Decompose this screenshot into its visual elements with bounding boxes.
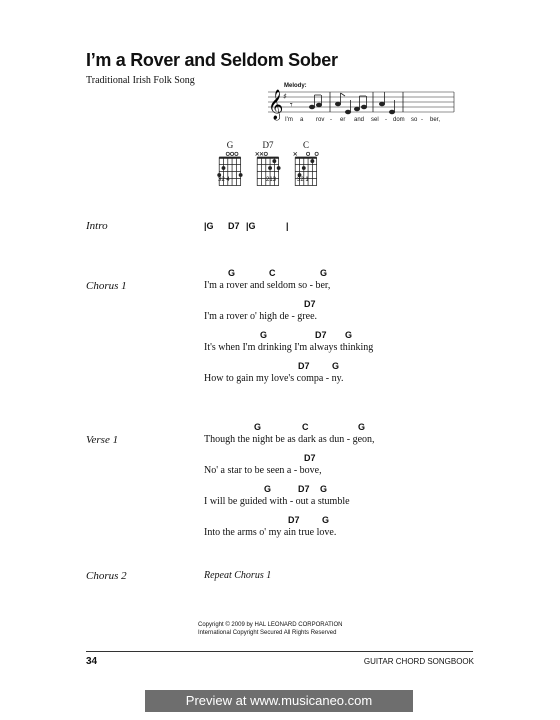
song-title: I’m a Rover and Seldom Sober — [86, 50, 338, 70]
lyric-line: How to gain my love's compa - ny. — [204, 373, 344, 384]
sheet-music-page: I’m a Rover and Seldom Sober Traditional Irish Folk Song Melody: 𝄞 ♯ 𝄾 I'm a rov - er and sel - dom so - ber, G 32 4 D7 213 C 32 1 Intro |G D7 |G | Chorus 1 G C G I'm a rover and seldom so - ber, D7 I'm a rover o' high de - gree. G D7 G It's when I'm drinking I'm always thinking D7 G How to gain my love's compa - ny. Verse 1 G C G Though the night be as dark as dun - geon, D7 No' a star to be seen a - bove, G D7 G I will be guided with - out a stumble D7 G Into the arms o' my ain true love. Chorus 2 Repeat Chorus 1 Copyright © 2009 by HAL LEONARD CORPORATION International Copyright Secured All Rights Reserved 34 GUITAR CHORD SONGBOOK Preview at www.musicaneo.com — [0, 0, 560, 720]
melody-syllable: ber, — [430, 117, 441, 123]
melody-syllable: - — [330, 117, 332, 123]
melody-syllable: and — [354, 117, 365, 123]
d7-chord-diagram-icon — [254, 148, 284, 193]
c-chord-diagram-icon — [292, 148, 322, 193]
melody-syllable: - — [421, 117, 423, 123]
chord-fingering: 32 1 — [297, 177, 309, 183]
chord-fingering: 32 4 — [218, 177, 230, 183]
chord: G — [322, 515, 330, 525]
lyric-line: It's when I'm drinking I'm always thinking — [204, 342, 374, 353]
chord-diagram-name: G — [226, 140, 234, 150]
lyric-line: Though the night be as dark as dun - geon, — [204, 434, 375, 445]
page-number: 34 — [86, 656, 98, 667]
melody-syllable: sel — [371, 117, 379, 123]
treble-clef-icon: 𝄞 — [268, 90, 284, 120]
lyric-line: I will be guided with - out a stumble — [204, 496, 350, 507]
chord: D7 — [315, 330, 327, 340]
melody-syllable: er — [340, 117, 346, 123]
chord: G — [320, 484, 328, 494]
section-label-chorus-2: Chorus 2 — [86, 570, 127, 582]
chord: G — [228, 268, 236, 278]
melody-syllable: so — [411, 117, 418, 123]
chord: G — [345, 330, 353, 340]
chord: D7 — [298, 361, 310, 371]
section-label-chorus-1: Chorus 1 — [86, 280, 127, 292]
melody-syllable: rov — [316, 117, 325, 123]
melody-syllable: - — [385, 117, 387, 123]
chord: D7 — [298, 484, 310, 494]
chord: D7 — [288, 515, 300, 525]
chord: C — [269, 268, 276, 278]
svg-text:𝄾: 𝄾 — [290, 100, 293, 111]
lyric-line: I'm a rover o' high de - gree. — [204, 311, 318, 322]
chord: G — [320, 268, 328, 278]
chord: G — [254, 422, 262, 432]
section-label-verse-1: Verse 1 — [86, 434, 119, 446]
book-title: GUITAR CHORD SONGBOOK — [363, 657, 474, 666]
chord-fingering: 213 — [266, 177, 277, 183]
copyright-line: International Copyright Secured All Rights Reserved — [198, 630, 337, 636]
section-label-intro: Intro — [86, 220, 108, 232]
chord-diagram-name: C — [302, 140, 309, 150]
copyright-notice — [198, 621, 342, 637]
repeat-instruction: Repeat Chorus 1 — [204, 570, 272, 581]
chord: G — [264, 484, 272, 494]
chord: G — [332, 361, 340, 371]
chord: D7 — [304, 453, 316, 463]
footer-divider — [86, 651, 473, 652]
chord-diagram-name: D7 — [262, 140, 274, 150]
song-subtitle: Traditional Irish Folk Song — [86, 75, 195, 86]
lyric-line: No' a star to be seen a - bove, — [204, 465, 322, 476]
melody-label: Melody: — [284, 83, 307, 89]
chord: G — [260, 330, 268, 340]
svg-text:♯: ♯ — [283, 92, 287, 101]
copyright-line: Copyright © 2009 by HAL LEONARD CORPORATION — [198, 622, 343, 628]
chord: G — [358, 422, 366, 432]
chord: D7 — [304, 299, 316, 309]
chord: C — [302, 422, 309, 432]
melody-syllable: a — [300, 117, 304, 123]
melody-syllable: dom — [393, 117, 405, 123]
g-chord-diagram-icon — [216, 148, 246, 193]
melody-syllable: I'm — [285, 117, 293, 123]
preview-banner[interactable]: Preview at www.musicaneo.com — [145, 690, 413, 712]
lyric-line: I'm a rover and seldom so - ber, — [204, 280, 331, 291]
lyric-line: Into the arms o' my ain true love. — [204, 527, 337, 538]
